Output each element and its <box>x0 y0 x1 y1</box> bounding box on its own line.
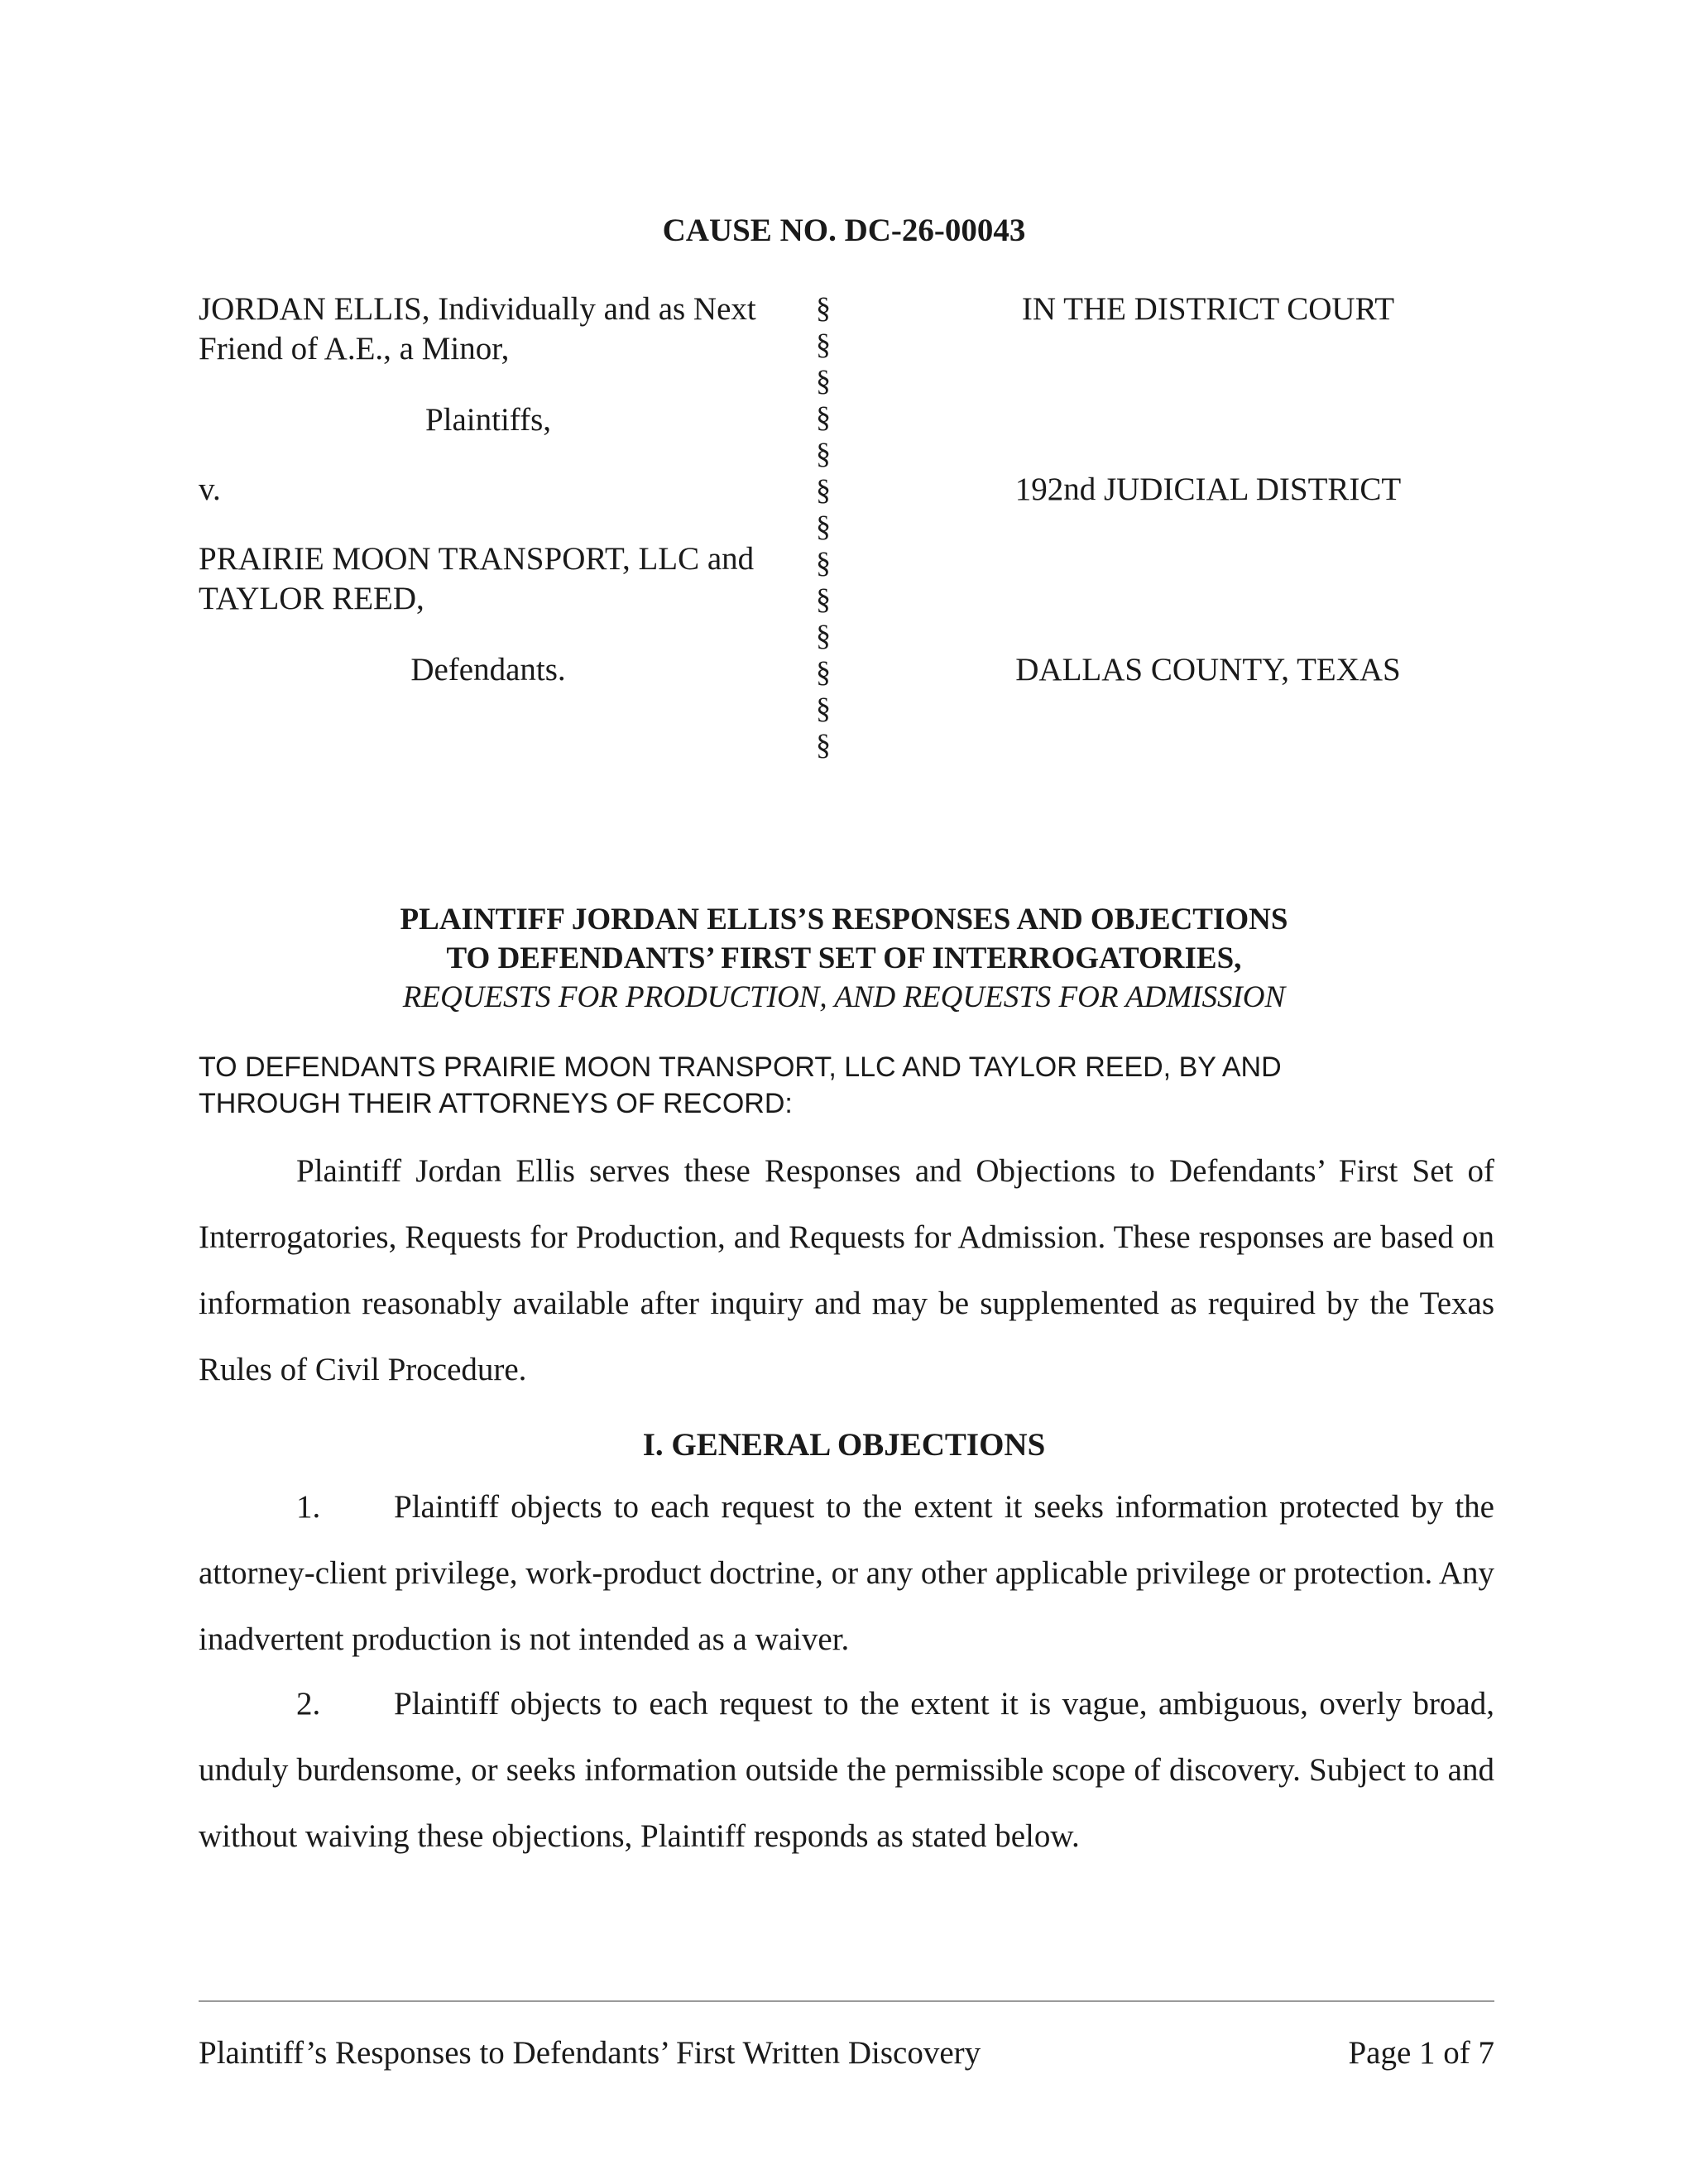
section-symbol: § <box>816 728 831 761</box>
objection-text: Plaintiff objects to each request to the extent it seeks information protected by the attorney-client privilege, work-product doctrine, or any other applicable privilege or protection. Any inadvertent production is not intended as a waiver. <box>199 1489 1494 1657</box>
objection-text: Plaintiff objects to each request to the extent it is vague, ambiguous, overly broad, unduly burdensome, or seeks information outside the permissible scope of discovery. Subject to and without waiving these objections, Plaintiff responds as stated below. <box>199 1686 1494 1854</box>
cause-number: CAUSE NO. DC-26-00043 <box>662 213 1026 248</box>
county-state: DALLAS COUNTY, TEXAS <box>1015 652 1401 687</box>
section-symbol: § <box>816 328 831 361</box>
addressee-line1: TO DEFENDANTS PRAIRIE MOON TRANSPORT, LLC AND TAYLOR REED, BY AND <box>199 1051 1282 1083</box>
section-heading: I. GENERAL OBJECTIONS <box>642 1427 1046 1463</box>
section-symbol: § <box>816 364 831 397</box>
footer-divider <box>199 2000 1494 2002</box>
court-name: IN THE DISTRICT COURT <box>1021 291 1395 327</box>
section-symbol: § <box>816 619 831 652</box>
section-symbol: § <box>816 437 831 470</box>
judicial-district: 192nd JUDICIAL DISTRICT <box>1014 472 1402 507</box>
section-symbol: § <box>816 473 831 506</box>
section-symbol-column <box>811 290 836 763</box>
plaintiff-name-line1: JORDAN ELLIS, Individually and as Next <box>199 291 756 327</box>
addressee-line2: THROUGH THEIR ATTORNEYS OF RECORD: <box>199 1088 793 1119</box>
document-title <box>0 900 1688 1017</box>
section-symbol: § <box>816 400 831 433</box>
section-symbol: § <box>816 546 831 579</box>
section-symbol: § <box>816 510 831 543</box>
section-symbol: § <box>816 655 831 688</box>
defendant-name-line2: TAYLOR REED, <box>199 581 424 616</box>
defendant-name-line1: PRAIRIE MOON TRANSPORT, LLC and <box>199 541 755 577</box>
intro-paragraph: Plaintiff Jordan Ellis serves these Responses and Objections to Defendants’ First Set of Interrogatories, Requests for Production, and Requests for Admission. These responses are based on information reasonably available after inquiry and may be supplemented as required by the Texas Rules of Civil Procedure. <box>199 1153 1494 1387</box>
title-line2: TO DEFENDANTS’ FIRST SET OF INTERROGATORIES, <box>446 941 1242 975</box>
footer-title: Plaintiff’s Responses to Defendants’ First Written Discovery <box>199 2035 981 2071</box>
objection-number: 2. <box>296 1686 321 1722</box>
objection-number: 1. <box>296 1489 321 1525</box>
defendants-label: Defendants. <box>410 652 566 687</box>
addressee-block <box>199 1049 1489 1122</box>
plaintiffs-label: Plaintiffs, <box>424 402 552 438</box>
section-symbol: § <box>816 582 831 615</box>
objection-paragraph <box>199 1671 1494 1870</box>
title-line1: PLAINTIFF JORDAN ELLIS’S RESPONSES AND OBJECTIONS <box>400 903 1288 936</box>
plaintiff-name-line2: Friend of A.E., a Minor, <box>199 331 510 366</box>
section-symbol: § <box>816 692 831 725</box>
versus-label: v. <box>199 472 221 507</box>
objection-paragraph <box>199 1474 1494 1673</box>
section-symbol: § <box>816 291 831 324</box>
title-line3: REQUESTS FOR PRODUCTION, AND REQUESTS FOR ADMISSION <box>402 980 1286 1014</box>
page-number: Page 1 of 7 <box>1348 2035 1494 2071</box>
